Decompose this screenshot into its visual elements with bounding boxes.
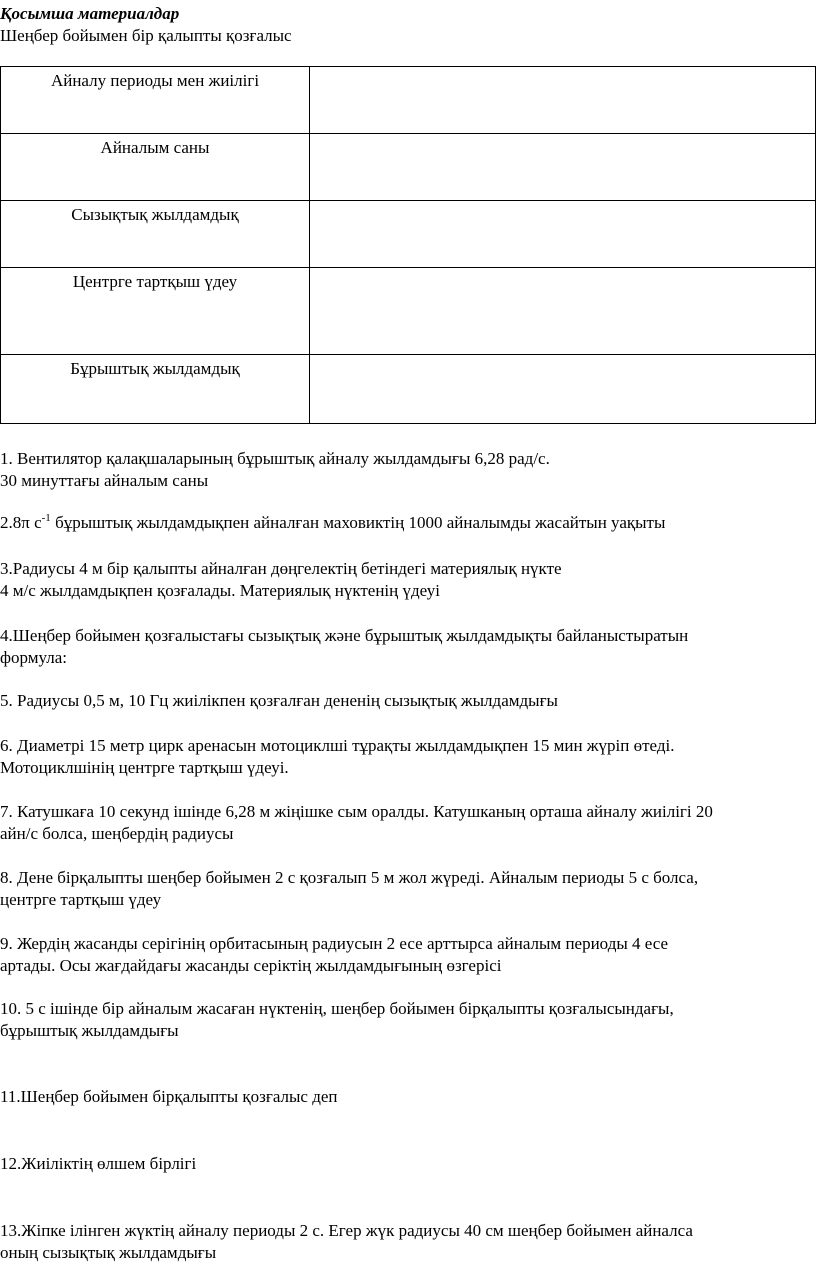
question-line: 30 минуттағы айналым саны: [0, 471, 209, 490]
document-subheading: Шеңбер бойымен бір қалыпты қозғалыс: [0, 26, 292, 45]
question-6: [0, 735, 812, 779]
question-line: 11.Шеңбер бойымен бірқалыпты қозғалыс деп: [0, 1087, 338, 1106]
question-line: 12.Жиіліктің өлшем бірлігі: [0, 1154, 197, 1173]
question-line: 3.Радиусы 4 м бір қалыпты айналған дөңгелектің бетіндегі материялық нүкте: [0, 559, 562, 578]
table-row: [1, 268, 816, 355]
question-line: айн/с болса, шеңбердің радиусы: [0, 824, 234, 843]
question-3: [0, 558, 812, 602]
question-text-pre: 2.8π с: [0, 513, 42, 532]
question-superscript: -1: [41, 512, 51, 524]
table-row-label: Айналу периоды мен жиілігі: [1, 67, 310, 134]
question-line: 9. Жердің жасанды серігінің орбитасының радиусын 2 есе арттырса айналым периоды 4 есе: [0, 934, 669, 953]
table-answer-cell[interactable]: [310, 355, 816, 424]
question-line: бұрыштық жылдамдығы: [0, 1021, 179, 1040]
table-row: [1, 355, 816, 424]
table-answer-cell[interactable]: [310, 268, 816, 355]
table-row: [1, 67, 816, 134]
summary-table: [0, 66, 816, 424]
question-4: [0, 625, 812, 669]
question-line: 8. Дене бірқалыпты шеңбер бойымен 2 с қозғалып 5 м жол жүреді. Айналым периоды 5 с болса,: [0, 868, 699, 887]
table-row-label: Сызықтық жылдамдық: [1, 201, 310, 268]
table-answer-cell[interactable]: [310, 201, 816, 268]
table-row: [1, 201, 816, 268]
table-row-label: Центрге тартқыш үдеу: [1, 268, 310, 355]
question-13: [0, 1220, 812, 1264]
question-text-post: бұрыштық жылдамдықпен айналған маховиктің 1000 айналымды жасайтын уақыты: [50, 513, 666, 532]
question-line: 6. Диаметрі 15 метр цирк аренасын мотоциклші тұрақты жылдамдықпен 15 мин жүріп өтеді.: [0, 736, 675, 755]
question-line: Мотоциклшінің центрге тартқыш үдеуі.: [0, 758, 289, 777]
question-line: 4 м/с жылдамдықпен қозғалады. Материялық нүктенің үдеуі: [0, 581, 440, 600]
question-10: [0, 998, 812, 1042]
table-row: [1, 134, 816, 201]
question-9: [0, 933, 812, 977]
document-heading: Қосымша материалдар: [0, 4, 180, 23]
table-row-label: Бұрыштық жылдамдық: [1, 355, 310, 424]
question-5: [0, 690, 812, 712]
question-line: 5. Радиусы 0,5 м, 10 Гц жиілікпен қозғалған дененің сызықтық жылдамдығы: [0, 691, 558, 710]
question-7: [0, 801, 812, 845]
table-row-label: Айналым саны: [1, 134, 310, 201]
question-line: артады. Осы жағдайдағы жасанды серіктің жылдамдығының өзгерісі: [0, 956, 502, 975]
question-line: 10. 5 с ішінде бір айналым жасаған нүктенің, шеңбер бойымен бірқалыпты қозғалысындағы,: [0, 999, 674, 1018]
question-line: 7. Катушкаға 10 секунд ішінде 6,28 м жіңішке сым оралды. Катушканың орташа айналу жиілігі 20: [0, 802, 713, 821]
question-12: [0, 1153, 812, 1175]
question-1: [0, 448, 812, 492]
question-line: центрге тартқыш үдеу: [0, 890, 162, 909]
question-line: оның сызықтық жылдамдығы: [0, 1243, 217, 1262]
question-line: 13.Жіпке ілінген жүктің айналу периоды 2 с. Егер жүк радиусы 40 см шеңбер бойымен айналса: [0, 1221, 693, 1240]
table-answer-cell[interactable]: [310, 67, 816, 134]
question-line: 1. Вентилятор қалақшаларының бұрыштық айналу жылдамдығы 6,28 рад/с.: [0, 449, 550, 468]
question-line: 4.Шеңбер бойымен қозғалыстағы сызықтық және бұрыштық жылдамдықты байланыстыратын: [0, 626, 689, 645]
table-answer-cell[interactable]: [310, 134, 816, 201]
question-line: формула:: [0, 648, 68, 667]
question-8: [0, 867, 812, 911]
question-2: [0, 512, 812, 534]
question-11: [0, 1086, 812, 1108]
